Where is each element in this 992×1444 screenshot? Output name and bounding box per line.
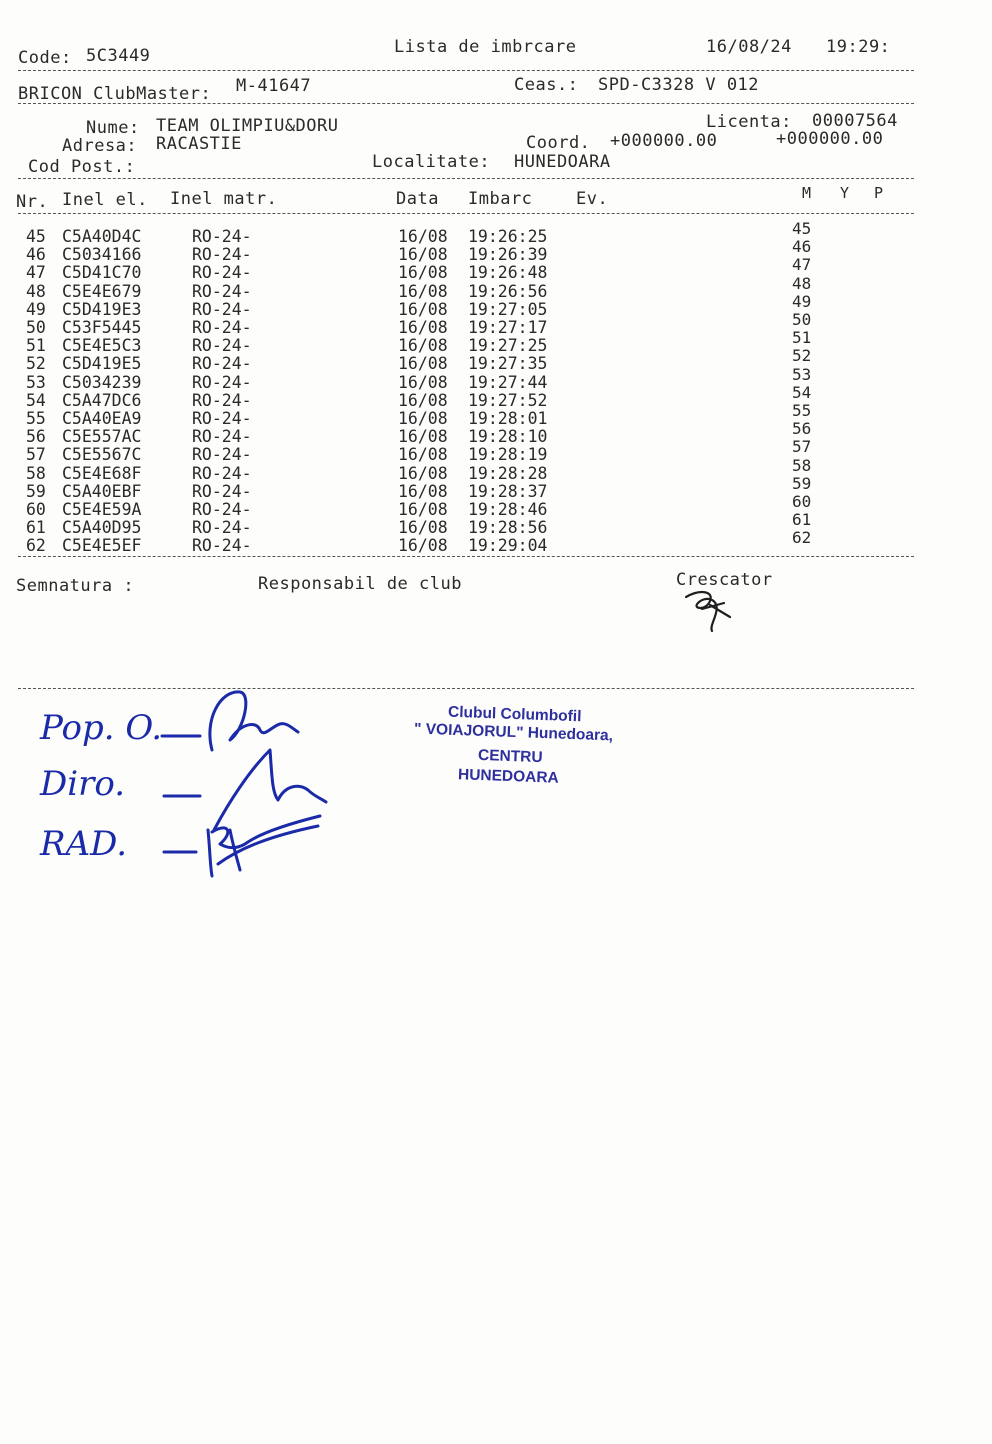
row-nr: 55: [26, 409, 46, 428]
clubmaster-id: M-41647: [236, 76, 312, 96]
row-prefix: RO-24-: [192, 245, 252, 265]
license-label: Licenta:: [706, 112, 792, 132]
row-m-number: 53: [792, 364, 812, 384]
stamp-line-4: HUNEDOARA: [457, 766, 560, 787]
header-date: 16/08/24: [706, 37, 792, 57]
row-prefix: RO-24-: [192, 263, 252, 283]
row-date: 16/08: [398, 463, 448, 483]
address-value: RACASTIE: [156, 134, 242, 154]
row-prefix: RO-24-: [192, 536, 252, 556]
row-prefix: RO-24-: [192, 409, 252, 428]
separator: [18, 213, 914, 214]
row-nr: 62: [26, 536, 46, 556]
row-nr: 56: [26, 427, 46, 447]
coord-y: +000000.00: [776, 129, 884, 149]
handwritten-name-3: RAD.: [40, 824, 128, 864]
row-m-number: 48: [792, 273, 812, 293]
row-date: 16/08: [398, 281, 448, 301]
row-prefix: RO-24-: [192, 500, 252, 519]
row-nr: 48: [26, 281, 46, 301]
breeder-label: Crescator: [676, 570, 773, 590]
row-time: 19:29:04: [468, 536, 548, 556]
row-date: 16/08: [398, 390, 448, 410]
row-m-number: 59: [792, 473, 812, 493]
col-p: P: [874, 184, 884, 202]
separator: [18, 688, 914, 689]
stamp-line-1: Clubul Columbofil: [447, 703, 582, 726]
row-m-number: 55: [792, 401, 812, 420]
row-date: 16/08: [398, 336, 448, 356]
row-time: 19:27:35: [468, 354, 548, 374]
row-prefix: RO-24-: [192, 481, 252, 501]
row-prefix: RO-24-: [192, 281, 252, 301]
row-time: 19:27:52: [468, 390, 548, 410]
row-time: 19:28:37: [468, 481, 548, 501]
row-nr: 50: [26, 318, 46, 337]
row-date: 16/08: [398, 518, 448, 538]
row-m-number: 61: [792, 510, 812, 530]
row-inel-el: C5034239: [62, 372, 142, 392]
header-time: 19:29:: [826, 37, 891, 57]
row-nr: 58: [26, 463, 46, 483]
separator: [18, 103, 914, 104]
code-value: 5C3449: [86, 46, 151, 66]
row-date: 16/08: [398, 354, 448, 374]
row-inel-el: C5D419E5: [62, 354, 142, 374]
row-inel-el: C5E4E68F: [62, 463, 142, 483]
row-time: 19:27:17: [468, 318, 548, 337]
code-label: Code:: [18, 48, 72, 68]
row-nr: 53: [26, 372, 46, 392]
row-time: 19:27:44: [468, 372, 548, 392]
coord-label: Coord.: [526, 133, 591, 153]
row-prefix: RO-24-: [192, 372, 252, 392]
row-prefix: RO-24-: [192, 445, 252, 465]
coord-x: +000000.00: [610, 131, 718, 151]
row-date: 16/08: [398, 299, 448, 319]
row-date: 16/08: [398, 372, 448, 392]
row-inel-el: C5A40D95: [62, 518, 142, 538]
col-nr: Nr.: [16, 192, 49, 212]
clock-value: SPD-C3328 V 012: [598, 75, 760, 95]
handwritten-signatures: [160, 680, 340, 890]
locality-label: Localitate:: [372, 152, 491, 172]
col-inel-matr: Inel matr.: [170, 189, 278, 209]
row-date: 16/08: [398, 427, 448, 447]
row-inel-el: C5A40EBF: [62, 481, 142, 501]
row-time: 19:27:05: [468, 299, 548, 319]
clock-label: Ceas.:: [514, 75, 579, 95]
row-date: 16/08: [398, 536, 448, 556]
address-label: Adresa:: [62, 136, 138, 156]
row-prefix: RO-24-: [192, 390, 252, 410]
name-value: TEAM OLIMPIU&DORU: [156, 116, 339, 136]
system-label: BRICON ClubMaster:: [18, 84, 212, 104]
name-label: Nume:: [86, 118, 140, 138]
row-m-number: 47: [792, 255, 812, 275]
row-time: 19:27:25: [468, 336, 548, 356]
stamp-line-3: CENTRU: [477, 746, 543, 767]
row-date: 16/08: [398, 409, 448, 428]
row-m-number: 50: [792, 310, 812, 329]
row-time: 19:26:48: [468, 263, 548, 283]
row-date: 16/08: [398, 481, 448, 501]
document-title: Lista de imbrcare: [394, 37, 577, 57]
postal-label: Cod Post.:: [28, 157, 136, 177]
license-value: 00007564: [812, 111, 898, 131]
row-inel-el: C53F5445: [62, 318, 142, 337]
row-m-number: 54: [792, 382, 812, 402]
breeder-signature: [680, 585, 750, 635]
row-inel-el: C5E4E59A: [62, 500, 142, 519]
row-nr: 45: [26, 227, 46, 246]
signature-label: Semnatura :: [16, 576, 135, 596]
row-m-number: 49: [792, 291, 812, 311]
row-prefix: RO-24-: [192, 336, 252, 356]
row-inel-el: C5034166: [62, 245, 142, 265]
col-inel-el: Inel el.: [62, 190, 148, 210]
row-date: 16/08: [398, 318, 448, 337]
row-time: 19:28:46: [468, 500, 548, 519]
row-time: 19:28:56: [468, 518, 548, 538]
col-y: Y: [840, 184, 850, 202]
row-prefix: RO-24-: [192, 299, 252, 319]
row-m-number: 60: [792, 492, 812, 511]
col-data: Data: [396, 189, 439, 209]
row-inel-el: C5A47DC6: [62, 390, 142, 410]
row-prefix: RO-24-: [192, 354, 252, 374]
row-nr: 61: [26, 518, 46, 538]
row-nr: 57: [26, 445, 46, 465]
row-date: 16/08: [398, 245, 448, 265]
col-ev: Ev.: [576, 189, 609, 209]
row-time: 19:28:10: [468, 427, 548, 447]
row-time: 19:28:01: [468, 409, 548, 428]
row-nr: 46: [26, 245, 46, 265]
row-m-number: 56: [792, 419, 812, 439]
col-imbarc: Imbarc: [468, 189, 533, 209]
row-nr: 47: [26, 263, 46, 283]
row-time: 19:28:28: [468, 463, 548, 483]
row-date: 16/08: [398, 227, 448, 246]
row-prefix: RO-24-: [192, 427, 252, 447]
row-nr: 60: [26, 500, 46, 519]
row-nr: 54: [26, 390, 46, 410]
row-nr: 49: [26, 299, 46, 319]
handwritten-name-2: Diro.: [40, 764, 126, 804]
row-inel-el: C5E4E5C3: [62, 336, 142, 356]
row-inel-el: C5D419E3: [62, 299, 142, 319]
row-time: 19:28:19: [468, 445, 548, 465]
row-inel-el: C5E557AC: [62, 427, 142, 447]
row-inel-el: C5D41C70: [62, 263, 142, 283]
row-nr: 52: [26, 354, 46, 374]
row-inel-el: C5A40EA9: [62, 409, 142, 428]
row-m-number: 58: [792, 455, 812, 475]
row-inel-el: C5E4E5EF: [62, 536, 142, 556]
row-date: 16/08: [398, 263, 448, 283]
row-m-number: 62: [792, 528, 812, 548]
row-date: 16/08: [398, 445, 448, 465]
locality-value: HUNEDOARA: [514, 152, 611, 172]
row-date: 16/08: [398, 500, 448, 519]
row-time: 19:26:39: [468, 245, 548, 265]
row-m-number: 52: [792, 346, 812, 366]
row-m-number: 45: [792, 219, 812, 238]
row-prefix: RO-24-: [192, 227, 252, 246]
club-responsible-label: Responsabil de club: [258, 574, 462, 594]
row-m-number: 57: [792, 437, 812, 457]
row-inel-el: C5E4E679: [62, 281, 142, 301]
handwritten-name-1: Pop. O.: [40, 708, 163, 748]
row-time: 19:26:56: [468, 281, 548, 301]
row-m-number: 46: [792, 237, 812, 257]
separator: [18, 556, 914, 557]
row-prefix: RO-24-: [192, 463, 252, 483]
separator: [18, 178, 914, 179]
row-prefix: RO-24-: [192, 518, 252, 538]
row-time: 19:26:25: [468, 227, 548, 246]
row-prefix: RO-24-: [192, 318, 252, 337]
col-m: M: [802, 184, 812, 202]
stamp-line-2: " VOIAJORUL" Hunedoara,: [413, 720, 614, 745]
row-inel-el: C5A40D4C: [62, 227, 142, 246]
row-m-number: 51: [792, 328, 812, 348]
row-inel-el: C5E5567C: [62, 445, 142, 465]
row-nr: 59: [26, 481, 46, 501]
separator: [18, 70, 914, 71]
row-nr: 51: [26, 336, 46, 356]
